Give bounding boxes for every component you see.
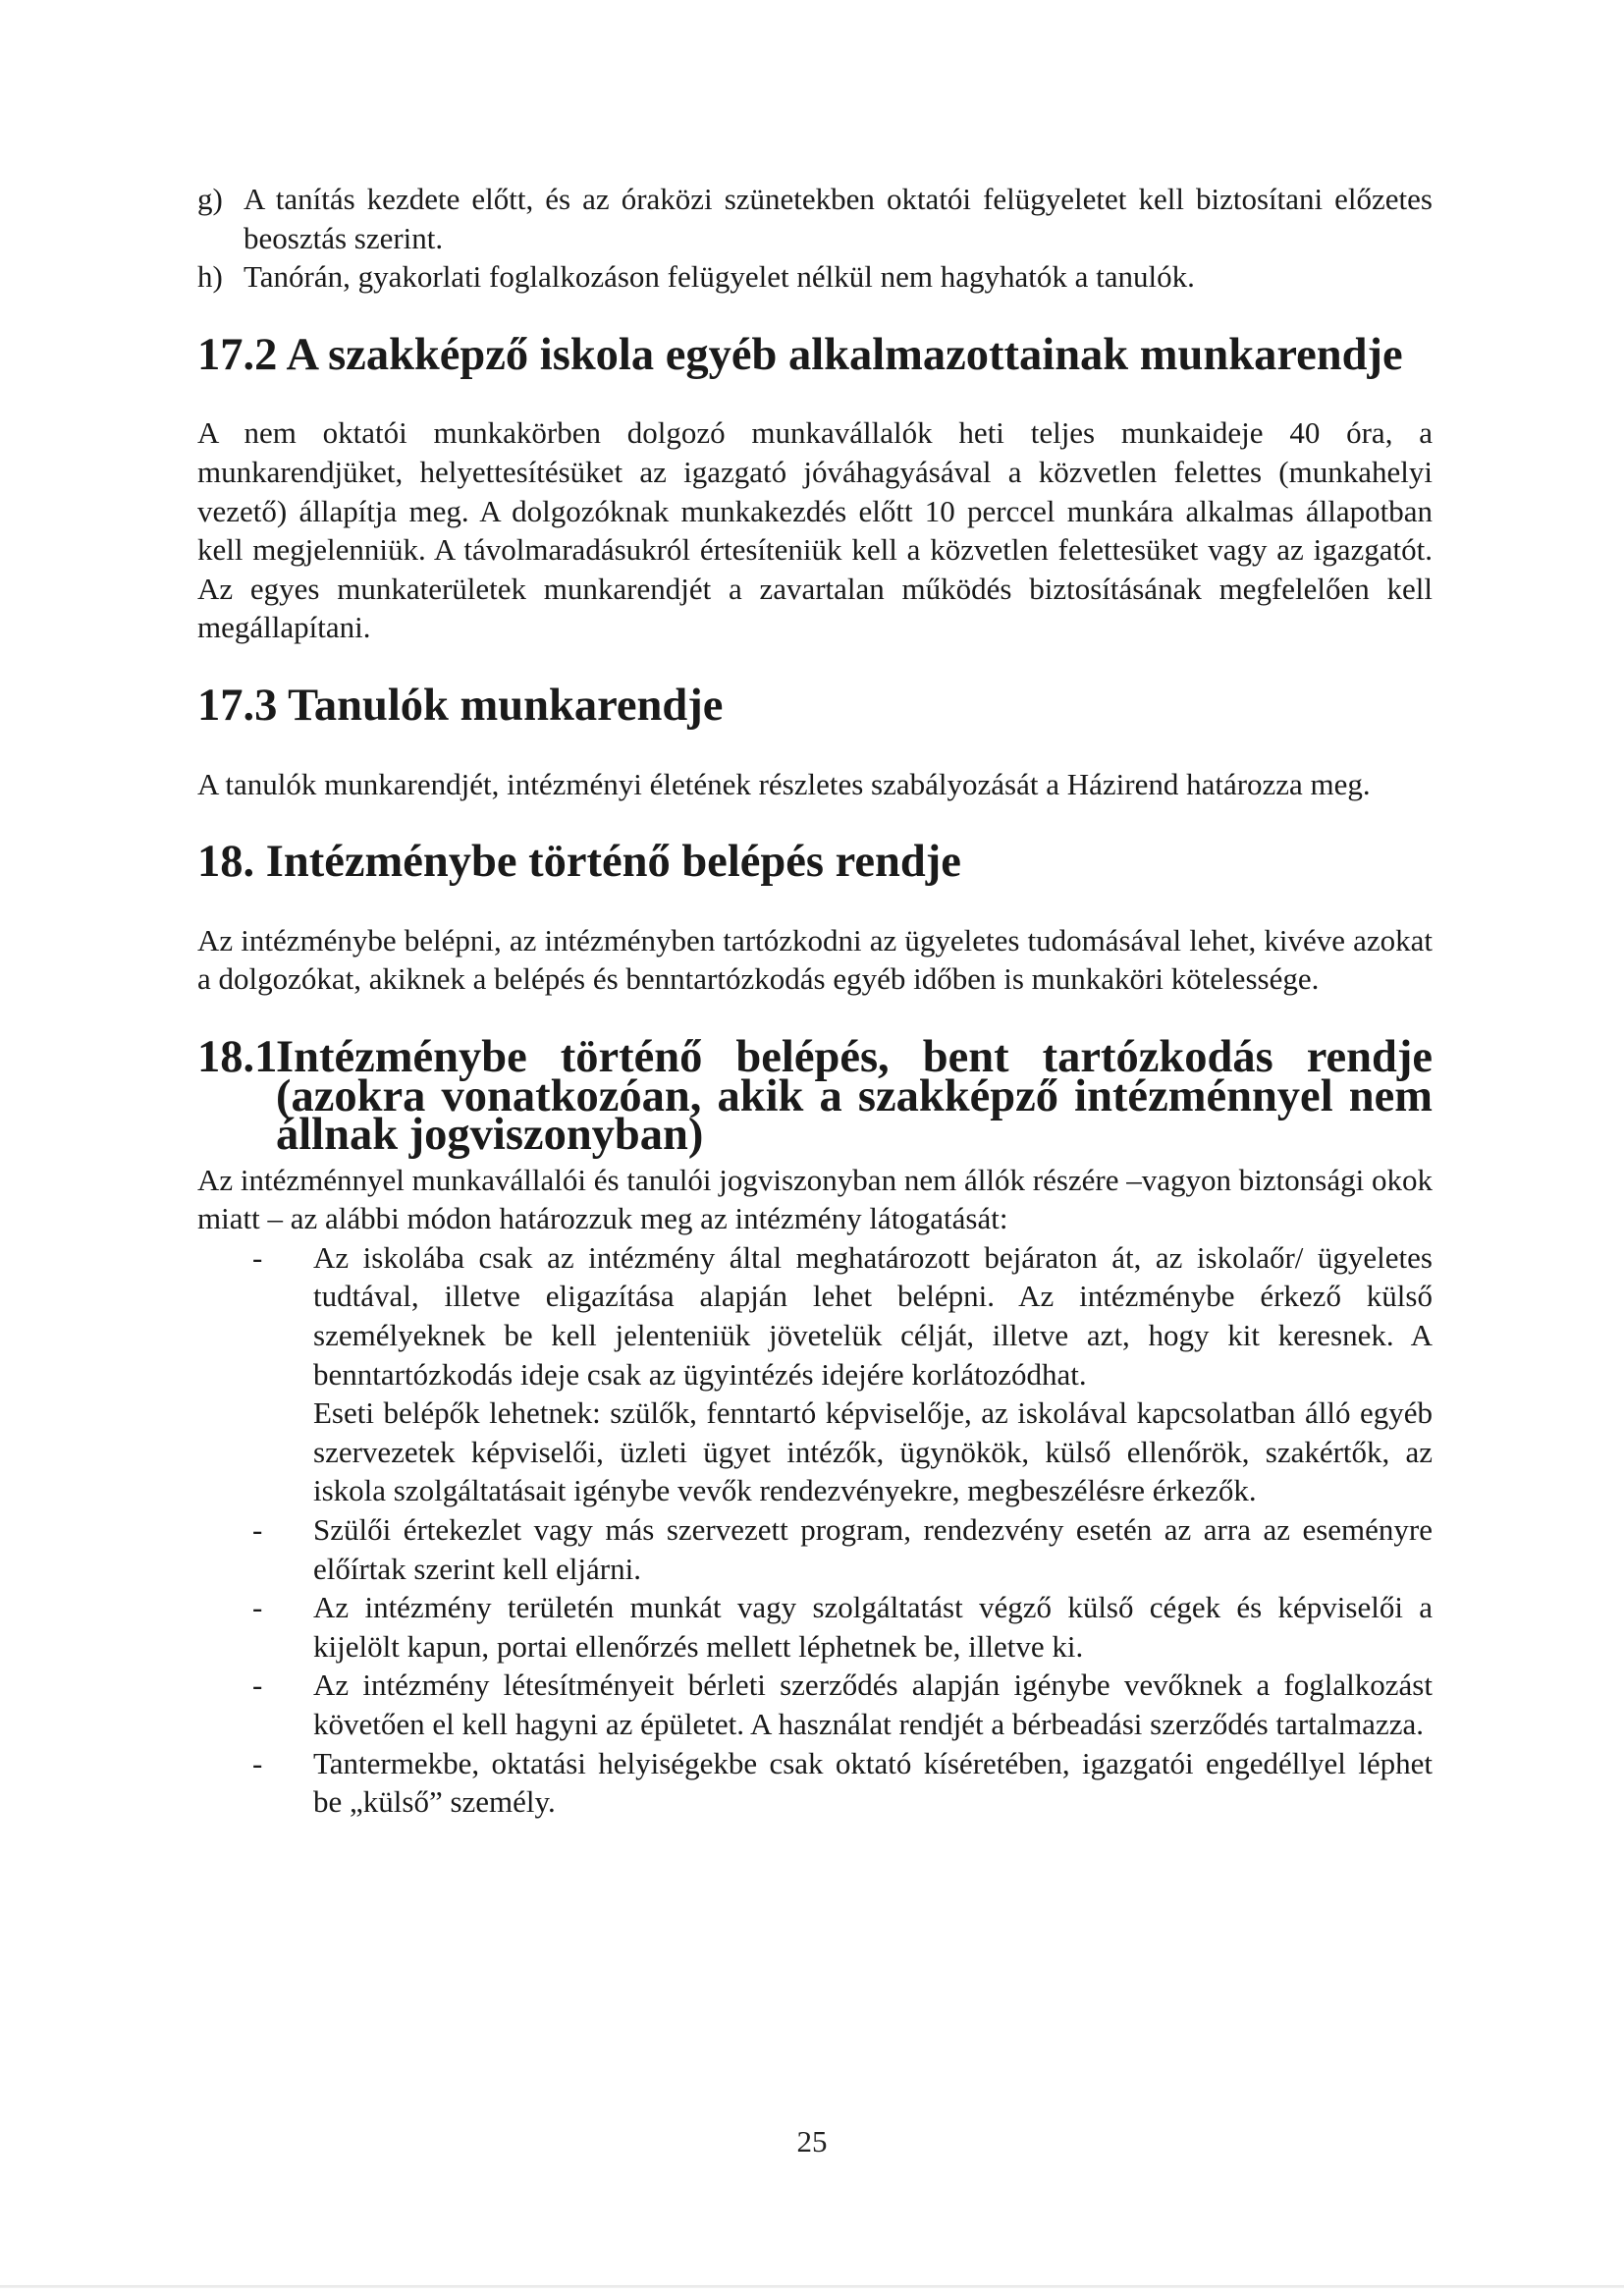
- section-number: 17.2: [197, 329, 278, 380]
- scan-edge-divider: [0, 2285, 1624, 2288]
- supervision-list: [197, 180, 1433, 297]
- list-marker: g): [197, 182, 223, 216]
- list-item-text: A tanítás kezdete előtt, és az óraközi szünetekben oktatói felügyeletet kell biztosítani előzetes beosztás szerint.: [244, 182, 1433, 255]
- dash-bullet: -: [252, 1667, 263, 1703]
- list-item-text: Tanórán, gyakorlati foglalkozáson felügyelet nélkül nem hagyhatók a tanulók.: [244, 259, 1195, 295]
- document-page: [197, 180, 1433, 1822]
- dash-bullet: -: [252, 1239, 263, 1275]
- section-body-17-3: A tanulók munkarendjét, intézményi életének részletes szabályozását a Házirend határozza meg.: [197, 766, 1371, 801]
- visitor-rules-list: [197, 1238, 1433, 1822]
- section-number: 18.1: [197, 1031, 278, 1082]
- section-title: Tanulók munkarendje: [288, 680, 724, 731]
- dash-bullet: -: [252, 1745, 263, 1780]
- section-title: Intézménybe történő belépés rendje: [265, 837, 961, 888]
- list-item-h: [197, 257, 1433, 297]
- section-heading-18: [197, 837, 1433, 888]
- section-intro-18-1: Az intézménnyel munkavállalói és tanulói jogviszonyban nem állók részére –vagyon biztonsági okok miatt – az alábbi módon határozzuk meg az intézmény látogatását:: [197, 1162, 1433, 1236]
- section-title: A szakképző iskola egyéb alkalmazottainak munkarendje: [286, 329, 1403, 380]
- dash-bullet: -: [252, 1590, 263, 1625]
- list-item-rule: [197, 1510, 1433, 1588]
- list-item-text: Az iskolába csak az intézmény által meghatározott bejáraton át, az iskolaőr/ ügyeletes tudtával, illetve eligazítása alapján lehet belépni. Az intézménybe érkező külső személyeknek be kell jelenteniük jövetelük célját, illetve azt, hogy kit keresnek. A benntartózkodás ideje csak az ügyintézés idejére korlátozódhat.: [313, 1239, 1433, 1392]
- list-item-text: Szülői értekezlet vagy más szervezett program, rendezvény esetén az arra az eseményre előírtak szerint kell eljárni.: [313, 1512, 1433, 1586]
- list-item-subtext: Eseti belépők lehetnek: szülők, fenntartó képviselője, az iskolával kapcsolatban álló egyéb szervezetek képviselői, üzleti ügyet intézők, ügynökök, külső ellenőrök, szakértők, az iskola szolgáltatásait igénybe vevők rendezvényekre, megbeszélésre érkezők.: [313, 1395, 1433, 1508]
- dash-bullet: -: [252, 1512, 263, 1548]
- list-item-g: [197, 180, 1433, 257]
- list-marker: h): [197, 259, 223, 295]
- list-item-rule: [197, 1588, 1433, 1666]
- section-number: 18.: [197, 837, 255, 888]
- list-item-rule: [197, 1666, 1433, 1743]
- section-body-18: Az intézménybe belépni, az intézményben tartózkodni az ügyeletes tudomásával lehet, kivéve azokat a dolgozókat, akiknek a belépés és benntartózkodás egyéb időben is munkaköri kötelessége.: [197, 922, 1433, 997]
- section-number: 17.3: [197, 680, 278, 731]
- section-title: Intézménybe történő belépés, bent tartózkodás rendje (azokra vonatkozóan, akik a szakképző intézménnyel nem állnak jogviszonyban): [276, 1031, 1433, 1161]
- list-item-text: Az intézmény területén munkát vagy szolgáltatást végző külső cégek és képviselői a kijelölt kapun, portai ellenőrzés mellett léphetnek be, illetve ki.: [313, 1590, 1433, 1664]
- section-body-17-2: A nem oktatói munkakörben dolgozó munkavállalók heti teljes munkaideje 40 óra, a munkarendjüket, helyettesítésüket az igazgató jóváhagyásával a közvetlen felettes (munkahelyi vezető) állapítja meg. A dolgozóknak munkakezdés előtt 10 perccel munkára alkalmas állapotban kell megjelenniük. A távolmaradásukról értesíteniük kell a közvetlen felettesüket vagy az igazgatót. Az egyes munkaterületek munkarendjét a zavartalan működés biztosításának megfelelően kell megállapítani.: [197, 415, 1433, 645]
- list-item-rule: [197, 1238, 1433, 1510]
- section-heading-18-1: [197, 1031, 1433, 1161]
- list-item-text: Tantermekbe, oktatási helyiségekbe csak oktató kíséretében, igazgatói engedéllyel léphet be „külső” személy.: [313, 1745, 1433, 1820]
- page-number: 25: [796, 2124, 828, 2159]
- section-heading-17-3: [197, 680, 1433, 731]
- section-heading-17-2: [197, 329, 1433, 380]
- list-item-rule: [197, 1744, 1433, 1822]
- list-item-text: Az intézmény létesítményeit bérleti szerződés alapján igénybe vevőknek a foglalkozást követően el kell hagyni az épületet. A használat rendjét a bérbeadási szerződés tartalmazza.: [313, 1667, 1433, 1741]
